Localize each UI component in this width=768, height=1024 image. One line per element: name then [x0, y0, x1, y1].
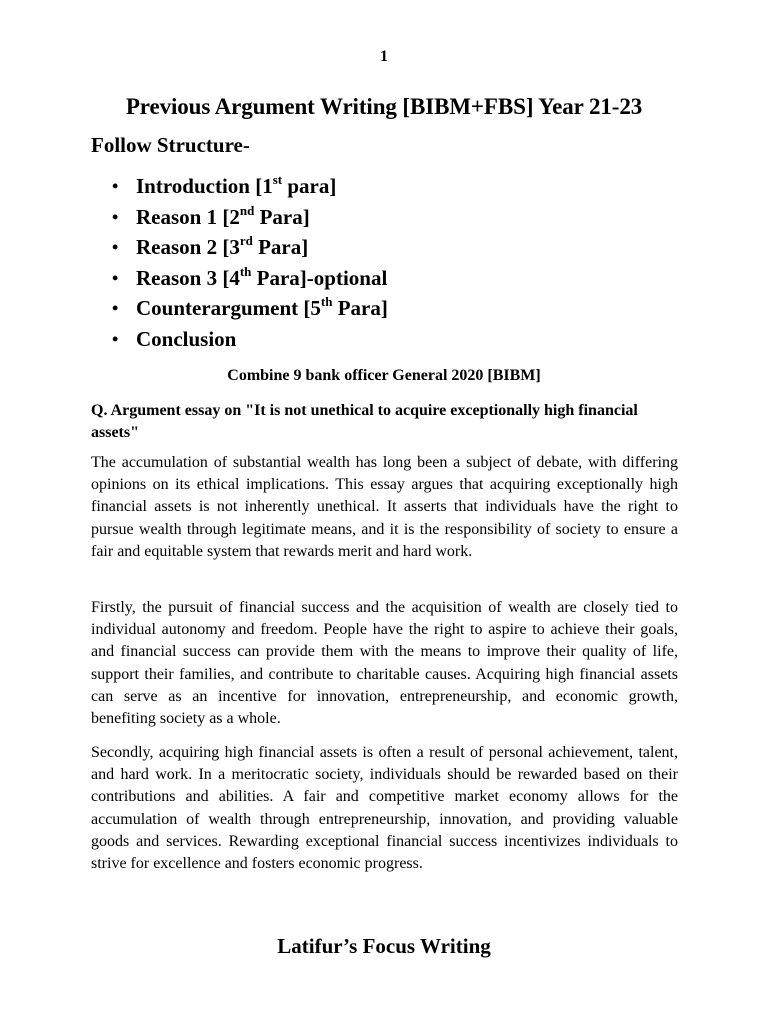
structure-item-reason-2: [112, 232, 388, 263]
structure-item-counterargument: [112, 293, 388, 324]
structure-item-introduction: [112, 171, 388, 202]
structure-item-ordinal: th: [320, 294, 333, 310]
structure-item-text-end: Para]: [332, 296, 388, 321]
structure-list: [112, 171, 388, 355]
bullet-icon: •: [112, 206, 119, 227]
structure-item-text: Conclusion: [136, 326, 237, 351]
exam-title: Combine 9 bank officer General 2020 [BIBM]: [227, 367, 541, 384]
structure-item-ordinal: st: [272, 171, 283, 187]
structure-heading: Follow Structure-: [91, 133, 250, 157]
structure-item-text-end: Para]-optional: [251, 265, 388, 290]
structure-item-text: Reason 1 [2: [136, 204, 240, 229]
structure-item-text-end: para]: [282, 174, 337, 198]
essay-paragraph-reason-1: Firstly, the pursuit of financial success and the acquisition of wealth are closely tied to individual autonomy and freedom. People have the right to aspire to achieve their goals, and financial success can provide them with the means to improve their quality of life, support their families, and contribute to charitable causes. Acquiring high financial assets can serve as an incentive for innovation, entrepreneurship, and economic growth, benefiting society as a whole.: [91, 599, 678, 728]
structure-item-text: Reason 2 [3: [136, 235, 240, 260]
bullet-icon: •: [112, 176, 119, 196]
structure-item-text-end: Para]: [254, 204, 310, 229]
structure-item-text: Reason 3 [4: [136, 265, 240, 290]
structure-item-ordinal: rd: [239, 233, 253, 249]
structure-item-text: Introduction [1: [136, 174, 273, 198]
bullet-icon: •: [112, 298, 119, 319]
page-number: 1: [380, 48, 388, 65]
structure-item-reason-3: [112, 263, 388, 294]
bullet-icon: •: [112, 328, 119, 349]
structure-item-text: Counterargument [5: [136, 296, 321, 321]
bullet-icon: •: [112, 267, 119, 288]
structure-item-ordinal: nd: [239, 202, 255, 218]
structure-item-text-end: Para]: [252, 235, 309, 260]
essay-paragraph-reason-2: Secondly, acquiring high financial assets is often a result of personal achievement, talent, and hard work. In a meritocratic society, individuals should be rewarded based on their contributions and abilities. A fair and competitive market economy allows for the accumulation of wealth through entrepreneurship, innovation, and providing valuable goods and services. Rewarding exceptional financial success incentivizes individuals to strive for excellence and fosters economic progress.: [91, 744, 678, 873]
structure-item-conclusion: [112, 324, 388, 355]
question-text: Q. Argument essay on "It is not unethical to acquire exceptionally high financial assets": [91, 402, 638, 441]
document-title: Previous Argument Writing [BIBM+FBS] Year 21-23: [125, 94, 643, 119]
footer-brand: Latifur’s Focus Writing: [277, 934, 491, 958]
structure-item-ordinal: th: [239, 263, 252, 279]
bullet-icon: •: [112, 237, 119, 258]
structure-item-reason-1: [112, 202, 388, 233]
essay-paragraph-introduction: The accumulation of substantial wealth has long been a subject of debate, with differing opinions on its ethical implications. This essay argues that acquiring exceptionally high financial assets is not inherently unethical. It asserts that individuals have the right to pursue wealth through legitimate means, and it is the responsibility of society to ensure a fair and equitable system that rewards merit and hard work.: [91, 454, 678, 560]
